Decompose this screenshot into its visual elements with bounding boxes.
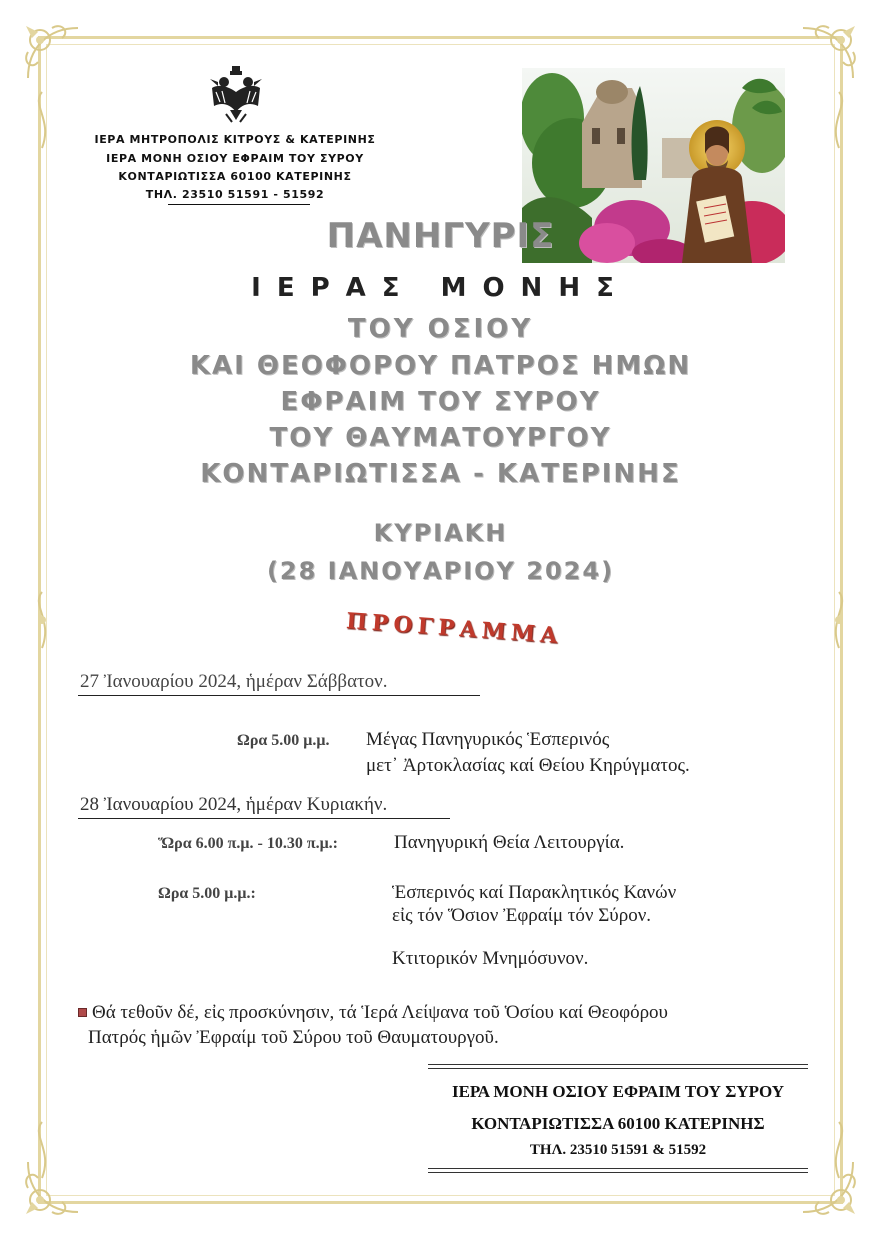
day2-event1: Πανηγυρική Θεία Λειτουργία. (394, 832, 625, 853)
day2-event2-line1: Ἑσπερινός καί Παρακλητικός Κανών (392, 882, 677, 903)
footer-bottom-rule (428, 1172, 808, 1173)
corner-ornament-icon (793, 18, 863, 88)
footer-monastery: ΙΕΡΑ ΜΟΝΗ ΟΣΙΟΥ ΕΦΡΑΙΜ ΤΟΥ ΣΥΡΟΥ (451, 1082, 785, 1101)
title-date: (28 ΙΑΝΟΥΑΡΙΟΥ 2024) (266, 557, 615, 585)
title-line-3: ΕΦΡΑΙΜ ΤΟΥ ΣΥΡΟΥ (280, 387, 601, 417)
day2-event2-line2: εἰς τόν Ὅσιον Ἐφραίμ τόν Σύρον. (392, 905, 652, 926)
double-headed-eagle-logo-icon (208, 62, 264, 124)
day2-time2: Ωρα 5.00 μ.μ.: (158, 885, 256, 902)
header-address: ΚΟΝΤΑΡΙΩΤΙΣΣΑ 60100 ΚΑΤΕΡΙΝΗΣ (118, 170, 352, 183)
title-panigyris: ΠΑΝΗΓΥΡΙΣ (326, 216, 555, 256)
header-metropolis: ΙΕΡΑ ΜΗΤΡΟΠΟΛΙΣ ΚΙΤΡΟΥΣ & ΚΑΤΕΡΙΝΗΣ (94, 133, 376, 146)
side-ornament-icon (29, 590, 55, 650)
title-line-1: ΤΟΥ ΟΣΙΟΥ (347, 314, 534, 344)
programma-heading: ΠΡΟΓΡΑΜΜΑ (345, 608, 564, 650)
footer-top-rule (428, 1064, 808, 1065)
day2-date-underline (78, 818, 450, 819)
note-bullet-icon (78, 1008, 87, 1017)
side-ornament-icon (826, 1120, 852, 1180)
corner-ornament-icon (18, 18, 88, 88)
header-phone: ΤΗΛ. 23510 51591 - 51592 (145, 188, 325, 201)
day1-time: Ωρα 5.00 μ.μ. (237, 732, 330, 749)
note-line2: Πατρός ἡμῶν Ἐφραίμ τοῦ Σύρου τοῦ Θαυματουργοῦ. (88, 1027, 499, 1048)
side-ornament-icon (826, 90, 852, 150)
day1-date-underline (78, 695, 480, 696)
side-ornament-icon (29, 1120, 55, 1180)
day2-event3: Κτιτορικόν Μνημόσυνον. (392, 948, 589, 969)
footer-phone: ΤΗΛ. 23510 51591 & 51592 (529, 1142, 707, 1158)
day1-date: 27 Ἰανουαρίου 2024, ἡμέραν Σάββατον. (80, 671, 388, 692)
note-line1: Θά τεθοῦν δέ, εἰς προσκύνησιν, τά Ἱερά Λείψανα τοῦ Ὁσίου καί Θεοφόρου (92, 1002, 668, 1023)
footer-address: ΚΟΝΤΑΡΙΩΤΙΣΣΑ 60100 ΚΑΤΕΡΙΝΗΣ (471, 1114, 765, 1133)
day1-event-line2: μετ᾿ Ἀρτοκλασίας καί Θείου Κηρύγματος. (366, 755, 690, 776)
title-day: ΚΥΡΙΑΚΗ (373, 519, 508, 547)
title-line-2: ΚΑΙ ΘΕΟΦΟΡΟΥ ΠΑΤΡΟΣ ΗΜΩΝ (189, 351, 692, 381)
footer-bottom-rule (428, 1168, 808, 1169)
day2-time1: Ὥρα 6.00 π.μ. - 10.30 π.μ.: (158, 835, 338, 852)
day2-date: 28 Ἰανουαρίου 2024, ἡμέραν Κυριακήν. (80, 794, 388, 815)
side-ornament-icon (29, 90, 55, 150)
title-line-5: ΚΟΝΤΑΡΙΩΤΙΣΣΑ - ΚΑΤΕΡΙΝΗΣ (200, 459, 681, 489)
header-monastery: ΙΕΡΑ ΜΟΝΗ ΟΣΙΟΥ ΕΦΡΑΙΜ ΤΟΥ ΣΥΡΟΥ (106, 152, 364, 165)
title-ieras-monis: ΙΕΡΑΣ ΜΟΝΗΣ (251, 273, 630, 303)
header-divider (168, 204, 310, 205)
footer-box (428, 1064, 808, 1176)
footer-top-rule (428, 1068, 808, 1069)
title-line-4: ΤΟΥ ΘΑΥΜΑΤΟΥΡΓΟΥ (269, 423, 612, 453)
day1-event-line1: Μέγας Πανηγυρικός Ἑσπερινός (366, 729, 610, 750)
side-ornament-icon (826, 590, 852, 650)
